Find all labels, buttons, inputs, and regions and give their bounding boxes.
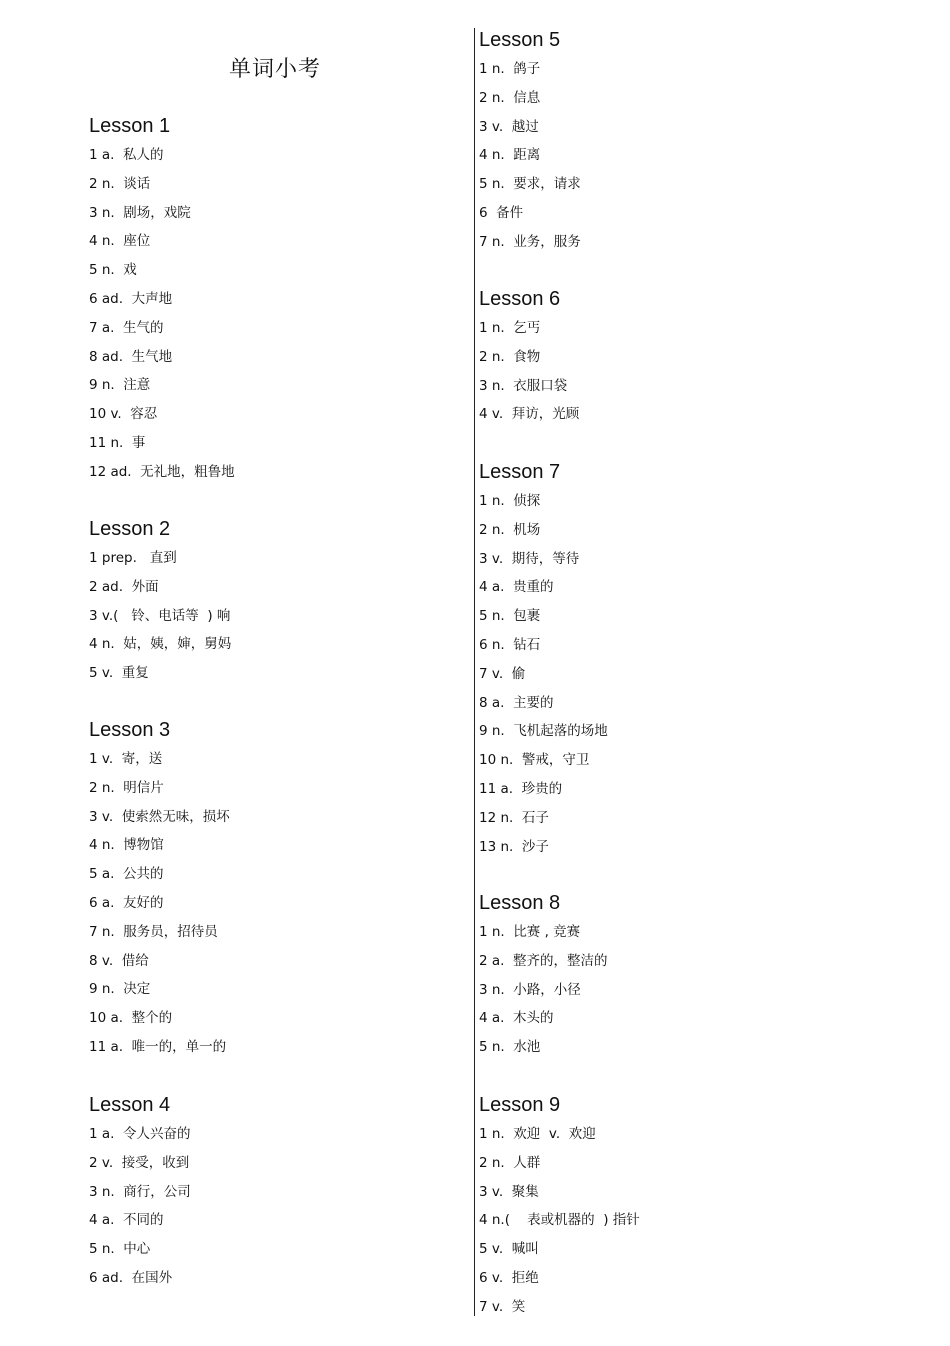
vocab-entry: 13 n. 沙子 — [479, 838, 549, 855]
vocab-entry: 4 v. 拜访，光顾 — [479, 406, 580, 423]
vocab-entry: 9 n. 飞机起落的场地 — [479, 723, 608, 740]
lesson-block — [479, 1091, 640, 1322]
vocab-entry: 2 v. 接受，收到 — [89, 1154, 190, 1171]
vocab-entry: 6 备件 — [479, 204, 524, 221]
vocab-entry: 6 ad. 大声地 — [89, 290, 173, 307]
vocab-entry: 12 ad. 无礼地，粗鲁地 — [89, 463, 235, 480]
vocab-entry: 11 a. 珍贵的 — [479, 780, 563, 797]
lesson-title: Lesson 7 — [479, 461, 561, 483]
vocab-entry: 6 ad. 在国外 — [89, 1269, 173, 1286]
vocab-entry: 4 a. 不同的 — [89, 1212, 164, 1229]
vocab-entry: 5 a. 公共的 — [89, 866, 164, 883]
lesson-block — [479, 26, 581, 257]
vocab-entry: 1 n. 欢迎 v. 欢迎 — [479, 1126, 596, 1142]
vocab-entry: 3 v. 期待，等待 — [479, 550, 580, 567]
vocab-entry: 1 n. 乞丐 — [479, 320, 541, 336]
vocab-entry: 4 n. 距离 — [479, 147, 541, 164]
vocab-entry: 2 a. 整齐的，整洁的 — [479, 952, 608, 969]
lesson-title: Lesson 8 — [479, 892, 561, 914]
lesson-block — [89, 716, 230, 1062]
lesson-block — [89, 112, 235, 487]
vocab-entry: 9 n. 决定 — [89, 981, 151, 998]
lesson-title: Lesson 9 — [479, 1094, 561, 1116]
vocab-entry: 4 n. 座位 — [89, 233, 151, 250]
vocab-entry: 1 n. 鸽子 — [479, 61, 541, 77]
lesson-title: Lesson 6 — [479, 288, 561, 310]
vocab-entry: 7 a. 生气的 — [89, 319, 164, 336]
vocab-entry: 1 v. 寄，送 — [89, 751, 163, 767]
vocab-entry: 3 n. 商行，公司 — [89, 1183, 191, 1200]
vocab-entry: 3 n. 剧场，戏院 — [89, 204, 191, 221]
vocab-entry: 4 n.( 表或机器的 ) 指针 — [479, 1212, 640, 1229]
vocab-entry: 9 n. 注意 — [89, 377, 151, 394]
vocab-entry: 6 n. 钻石 — [479, 636, 541, 653]
vocab-entry: 2 n. 信息 — [479, 89, 541, 106]
vocab-entry: 12 n. 石子 — [479, 809, 549, 826]
vocab-entry: 3 v. 使索然无味，损坏 — [89, 808, 230, 825]
vocab-entry: 2 n. 谈话 — [89, 175, 151, 192]
vocab-entry: 4 n. 博物馆 — [89, 837, 164, 854]
vocab-entry: 3 v. 聚集 — [479, 1183, 539, 1200]
vocab-entry: 4 a. 木头的 — [479, 1010, 554, 1027]
vocab-entry: 8 v. 借给 — [89, 952, 149, 969]
lesson-block — [479, 889, 608, 1062]
vocab-entry: 2 n. 机场 — [479, 521, 541, 538]
vocab-entry: 5 n. 包裹 — [479, 608, 541, 625]
lesson-block — [479, 458, 608, 861]
lesson-title: Lesson 3 — [89, 719, 171, 741]
vocab-entry: 5 n. 水池 — [479, 1039, 541, 1056]
page-title: 单词小考 — [229, 57, 322, 82]
column-divider — [474, 28, 475, 1316]
vocab-entry: 10 n. 警戒，守卫 — [479, 752, 590, 769]
vocab-entry: 1 a. 私人的 — [89, 147, 164, 163]
vocab-entry: 6 v. 拒绝 — [479, 1269, 539, 1286]
vocab-entry: 1 n. 比赛 , 竞赛 — [479, 924, 581, 940]
vocab-entry: 1 n. 侦探 — [479, 493, 541, 509]
vocab-entry: 1 a. 令人兴奋的 — [89, 1126, 191, 1142]
lesson-title: Lesson 4 — [89, 1094, 171, 1116]
vocab-entry: 3 n. 衣服口袋 — [479, 377, 568, 394]
vocab-entry: 3 v. 越过 — [479, 118, 539, 135]
vocab-entry: 7 v. 笑 — [479, 1298, 526, 1315]
vocab-entry: 2 ad. 外面 — [89, 578, 159, 595]
vocab-entry: 4 n. 姑，姨，婶，舅妈 — [89, 636, 232, 653]
vocab-entry: 8 a. 主要的 — [479, 694, 554, 711]
vocab-entry: 4 a. 贵重的 — [479, 579, 554, 596]
vocab-entry: 10 v. 容忍 — [89, 406, 158, 423]
vocab-entry: 7 n. 服务员，招待员 — [89, 923, 218, 940]
lesson-block — [479, 285, 579, 429]
vocab-entry: 5 n. 戏 — [89, 262, 137, 279]
vocab-entry: 5 v. 喊叫 — [479, 1241, 539, 1258]
vocab-entry: 5 v. 重复 — [89, 665, 149, 682]
lesson-block — [89, 515, 231, 688]
vocab-entry: 7 v. 偷 — [479, 665, 526, 682]
vocab-entry: 3 v.( 铃、电话等 ) 响 — [89, 607, 231, 624]
vocab-entry: 10 a. 整个的 — [89, 1010, 173, 1027]
vocab-entry: 3 n. 小路，小径 — [479, 981, 581, 998]
vocab-entry: 2 n. 人群 — [479, 1154, 541, 1171]
vocab-entry: 8 ad. 生气地 — [89, 348, 173, 365]
vocab-entry: 7 n. 业务，服务 — [479, 233, 581, 250]
vocab-entry: 1 prep. 直到 — [89, 550, 177, 566]
lesson-title: Lesson 1 — [89, 115, 171, 137]
lesson-block — [89, 1091, 191, 1293]
vocab-entry: 5 n. 要求，请求 — [479, 176, 581, 193]
vocab-entry: 11 a. 唯一的，单一的 — [89, 1038, 227, 1055]
vocab-entry: 11 n. 事 — [89, 434, 146, 451]
vocab-entry: 2 n. 食物 — [479, 348, 541, 365]
vocab-entry: 6 a. 友好的 — [89, 894, 164, 911]
vocab-entry: 2 n. 明信片 — [89, 779, 164, 796]
vocab-entry: 5 n. 中心 — [89, 1241, 151, 1258]
lesson-title: Lesson 5 — [479, 29, 561, 51]
lesson-title: Lesson 2 — [89, 518, 171, 540]
